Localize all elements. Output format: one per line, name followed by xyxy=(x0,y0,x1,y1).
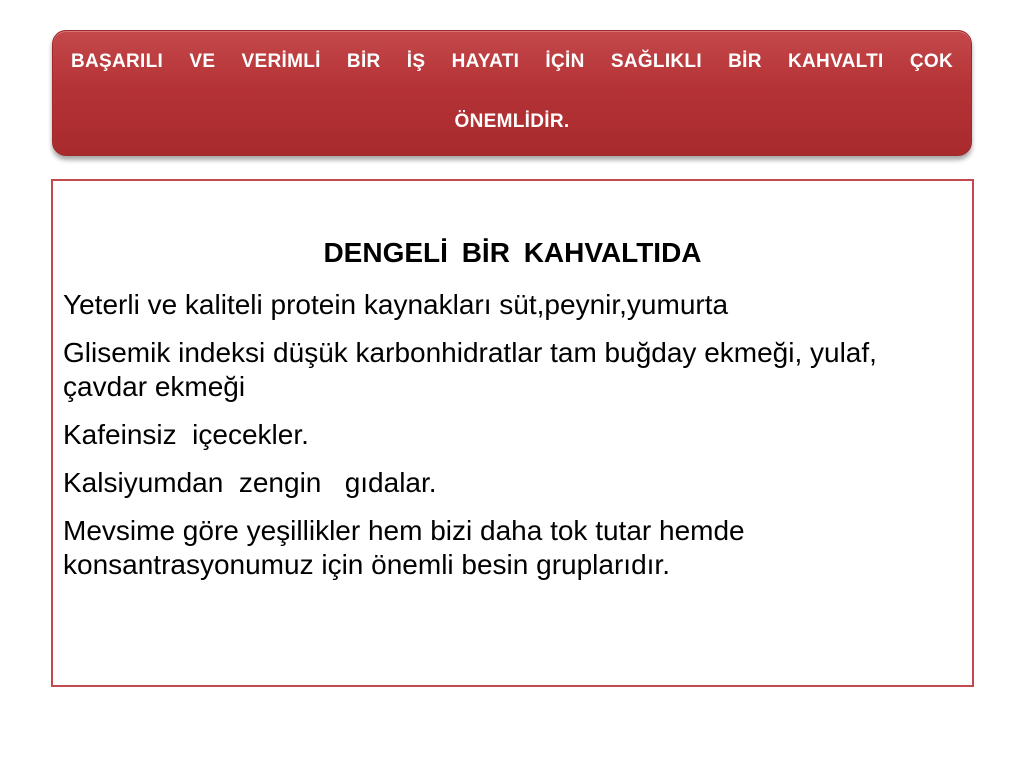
content-list xyxy=(63,288,952,596)
content-heading: DENGELİ BİR KAHVALTIDA xyxy=(323,237,702,268)
list-item: Kafeinsiz içecekler. xyxy=(63,419,309,450)
list-item: Glisemik indeksi düşük karbonhidratlar tam buğday ekmeği, yulaf, çavdar ekmeği xyxy=(63,337,885,402)
list-item: Mevsime göre yeşillikler hem bizi daha tok tutar hemde konsantrasyonumuz için önemli besin gruplarıdır. xyxy=(63,515,753,580)
title-line-2: ÖNEMLİDİR. xyxy=(454,111,570,132)
title-banner xyxy=(52,30,972,156)
list-item: Kalsiyumdan zengin gıdalar. xyxy=(63,467,437,498)
content-box xyxy=(51,179,974,687)
list-item: Yeterli ve kaliteli protein kaynakları süt,peynir,yumurta xyxy=(63,289,729,320)
title-line-1: BAŞARILI VE VERİMLİ BİR İŞ HAYATI İÇİN SAĞLIKLI BİR KAHVALTI ÇOK xyxy=(71,51,953,72)
